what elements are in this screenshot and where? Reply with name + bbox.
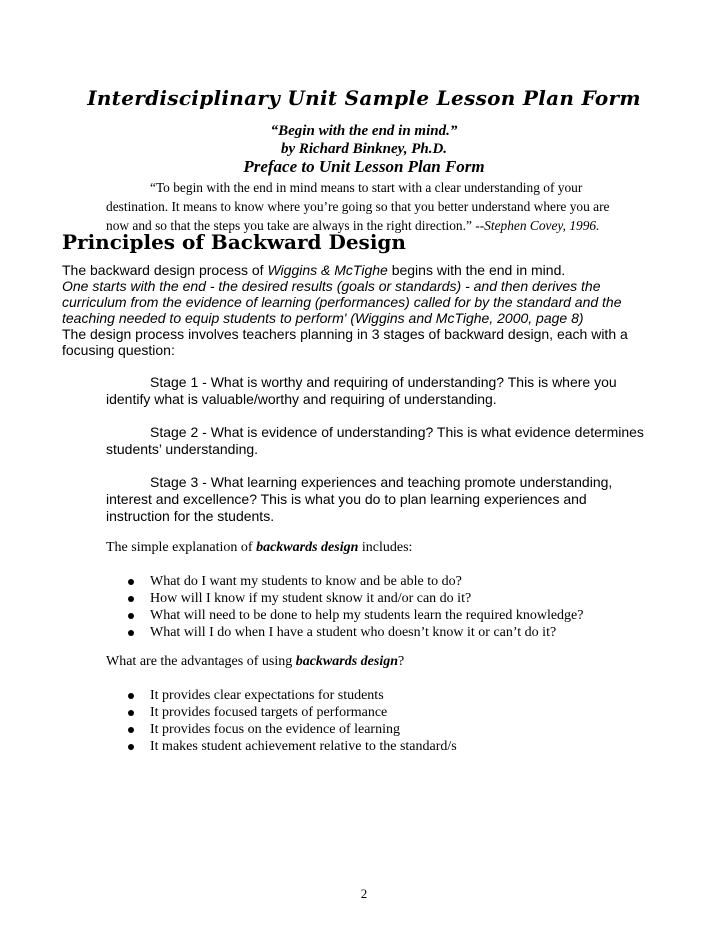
explanation-heading [106,540,412,556]
explanation-list [126,573,583,641]
stage-3-paragraph [106,474,686,525]
page-number: 2 [360,886,368,901]
intro-line [62,262,702,278]
stage-line: Stage 2 - What is evidence of understanding? This is what evidence determines [150,424,644,440]
bullet-icon [128,630,134,636]
list-item-text: What do I want my students to know and be able to do? [150,574,462,589]
explanation-text: The simple explanation of [106,540,257,555]
list-item [126,704,457,721]
stage-2-paragraph [106,424,686,458]
bullet-icon [128,693,134,699]
bullet-icon [128,596,134,602]
advantages-emphasis: backwards design [295,654,399,669]
explanation-emphasis: backwards design [256,540,359,555]
list-item [126,721,457,738]
list-item [126,738,457,755]
bullet-icon [128,613,134,619]
list-item-text: It provides clear expectations for students [150,688,384,703]
bullet-icon [128,710,134,716]
intro-text: The backward design process of [62,262,268,278]
list-item [126,687,457,704]
covey-quote-line: “To begin with the end in mind means to start with a clear understanding of your [150,180,583,195]
list-item-text: It provides focus on the evidence of learning [150,722,400,737]
intro-line: The design process involves teachers planning in 3 stages of backward design, each with a [62,326,628,342]
list-item-text: How will I know if my student sknow it and/or can do it? [150,591,472,606]
advantages-heading [106,654,404,670]
stage-line: Stage 3 - What learning experiences and teaching promote understanding, [150,474,613,490]
bullet-icon [128,727,134,733]
covey-attribution: --Stephen Covey, 1996. [475,218,600,233]
motto-quote: “Begin with the end in mind.” [270,123,458,139]
bullet-icon [128,744,134,750]
list-item [126,590,583,607]
advantages-list [126,687,457,755]
covey-quote-block [106,178,666,235]
intro-paragraph [62,262,702,358]
section-heading: Principles of Backward Design [62,230,406,254]
intro-text: begins with the end in mind. [387,262,566,278]
intro-quote-line: One starts with the end - the desired results (goals or standards) - and then derives the [62,278,601,294]
preface-subtitle: Preface to Unit Lesson Plan Form [243,157,485,176]
authors-text: Wiggins & McTighe [267,262,388,278]
list-item-text: What will I do when I have a student who doesn’t know it or can’t do it? [150,625,557,640]
explanation-text: includes: [358,540,413,555]
intro-line: focusing question: [62,342,175,358]
list-item-text: It makes student achievement relative to the standard/s [150,739,457,754]
stage-1-paragraph [106,374,686,408]
covey-quote-text: now and so that the steps you take are always in the right direction.” [106,218,476,233]
stage-line: Stage 1 - What is worthy and requiring of understanding? This is where you [150,374,617,390]
bullet-icon [128,579,134,585]
intro-quote-line: curriculum from the evidence of learning (performances) called for by the standard and the [62,294,622,310]
author-byline: by Richard Binkney, Ph.D. [280,141,448,157]
advantages-text: ? [398,654,405,669]
covey-quote-line: destination. It means to know where you’re going so that you better understand where you are [106,199,610,214]
stage-line: interest and excellence? This is what you do to plan learning experiences and [106,491,587,507]
intro-quote-line: teaching needed to equip students to perform' (Wiggins and McTighe, 2000, page 8) [62,310,584,326]
list-item [126,573,583,590]
list-item [126,607,583,624]
stage-line: instruction for the students. [106,508,275,524]
stage-line: identify what is valuable/worthy and requiring of understanding. [106,391,497,407]
list-item [126,624,583,641]
document-title: Interdisciplinary Unit Sample Lesson Plan Form [87,86,641,110]
list-item-text: It provides focused targets of performance [150,705,388,720]
stage-line: students’ understanding. [106,441,259,457]
advantages-text: What are the advantages of using [106,654,296,669]
list-item-text: What will need to be done to help my students learn the required knowledge? [150,608,584,623]
